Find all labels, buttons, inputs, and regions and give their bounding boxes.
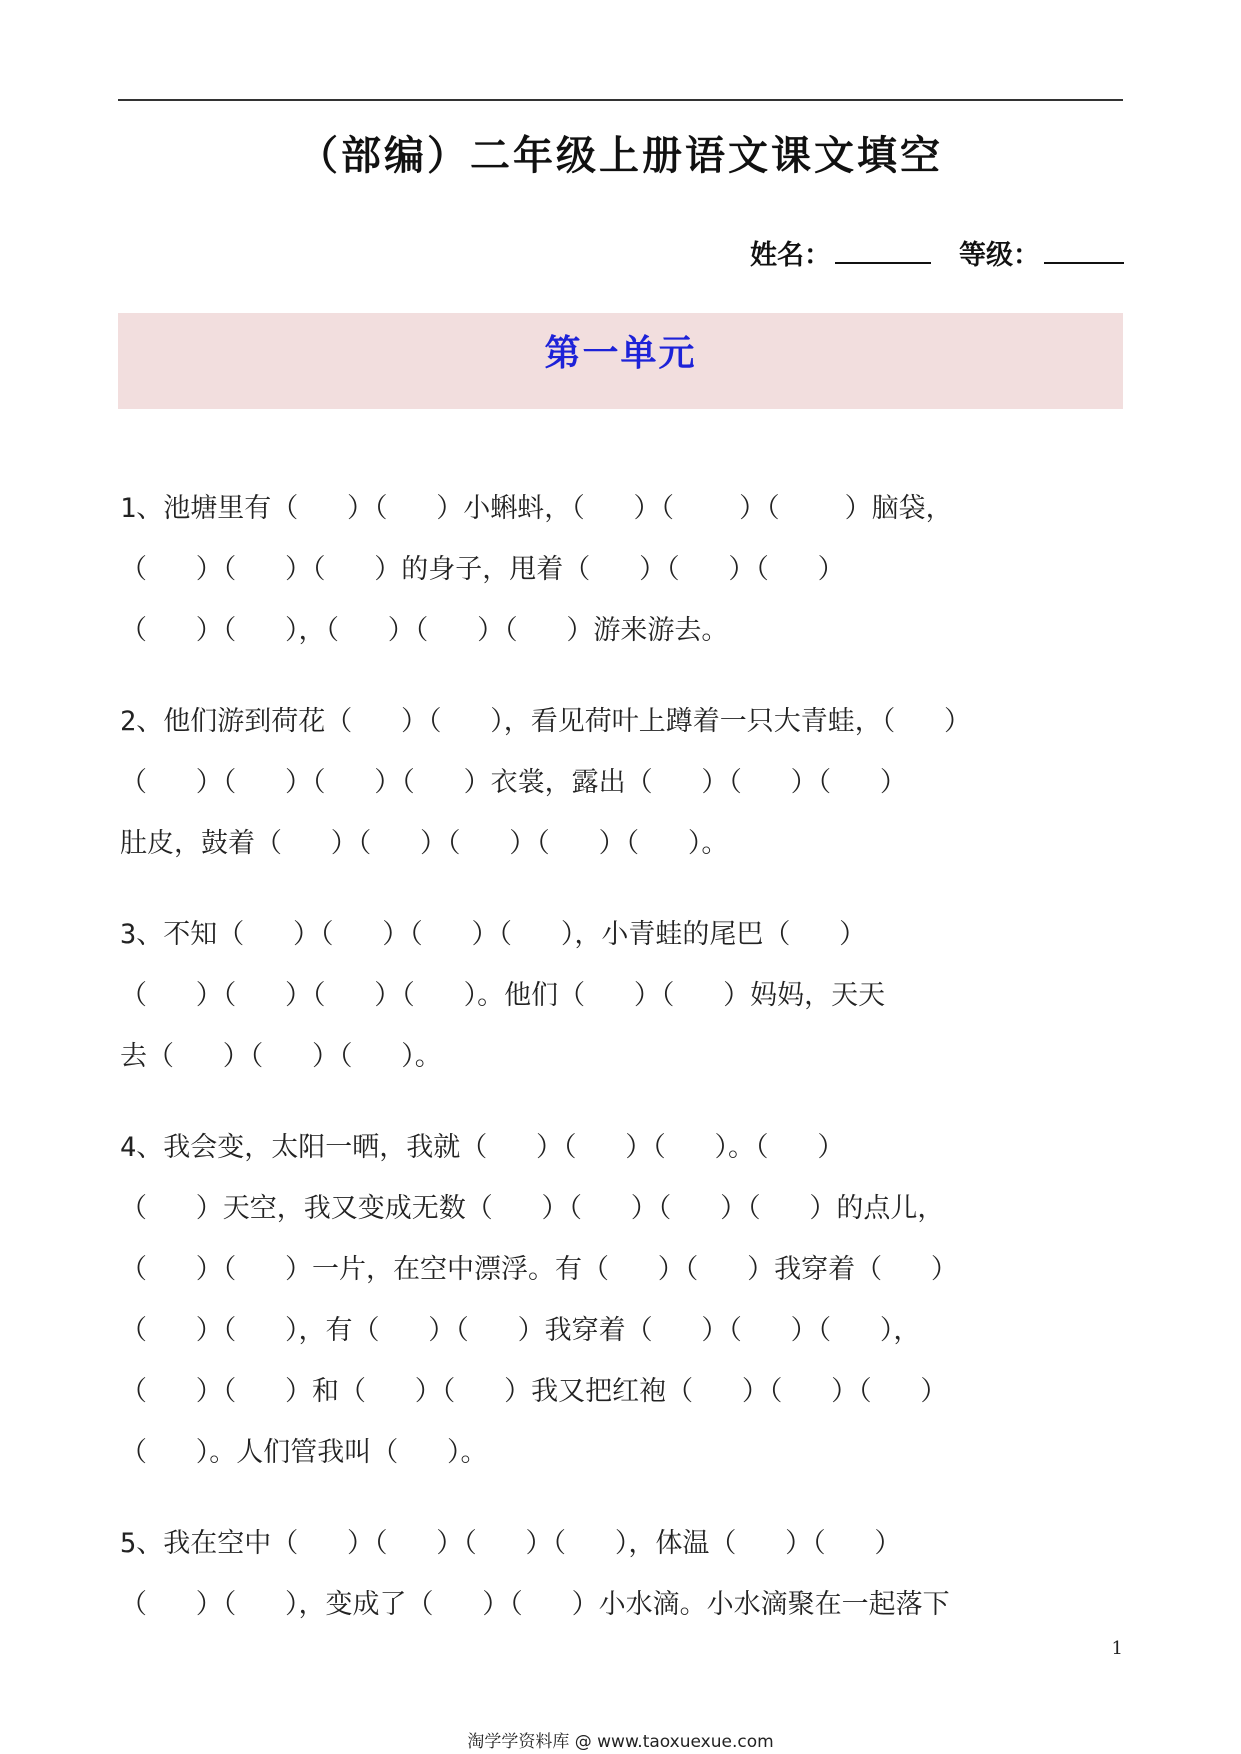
- exercise-paragraph: [120, 1519, 1130, 1641]
- name-blank[interactable]: [835, 236, 931, 264]
- exercise-line: 肚皮，鼓着（ ）（ ）（ ）（ ）（ ）。: [120, 828, 729, 859]
- exercise-line: （ ）（ ）（ ）（ ）衣裳，露出（ ）（ ）（ ）: [120, 767, 907, 798]
- grade-blank[interactable]: [1044, 236, 1124, 264]
- exercise-line: （ ）（ ）一片，在空中漂浮。有（ ）（ ）我穿着（ ）: [120, 1254, 958, 1285]
- exercise-line: （ ）（ ），变成了（ ）（ ）小水滴。小水滴聚在一起落下: [120, 1589, 950, 1620]
- exercise-body: [120, 484, 1130, 1671]
- exercise-paragraph: [120, 697, 1130, 880]
- exercise-paragraph: [120, 910, 1130, 1093]
- unit-banner: [118, 313, 1123, 409]
- exercise-line: （ ）。人们管我叫（ ）。: [120, 1437, 488, 1468]
- top-rule: [118, 99, 1123, 101]
- exercise-line: （ ）（ ）（ ）的身子，甩着（ ）（ ）（ ）: [120, 554, 845, 585]
- exercise-line: （ ）（ ）和（ ）（ ）我又把红袍（ ）（ ）（ ）: [120, 1376, 948, 1407]
- exercise-line: （ ）天空，我又变成无数（ ）（ ）（ ）（ ）的点儿，: [120, 1193, 945, 1224]
- unit-title: 第一单元: [544, 332, 697, 374]
- grade-label: 等级：: [959, 240, 1040, 271]
- page-number: 1: [1111, 1638, 1123, 1659]
- exercise-line: （ ）（ ），（ ）（ ）（ ）游来游去。: [120, 615, 729, 646]
- exercise-paragraph: [120, 1123, 1130, 1489]
- exercise-line: 5、我在空中（ ）（ ）（ ）（ ），体温（ ）（ ）: [120, 1528, 902, 1559]
- exercise-line: 2、他们游到荷花（ ）（ ），看见荷叶上蹲着一只大青蛙，（ ）: [120, 706, 972, 737]
- footer-watermark: 淘学学资料库 @ www.taoxuexue.com: [467, 1732, 774, 1752]
- exercise-line: （ ）（ ），有（ ）（ ）我穿着（ ）（ ）（ ），: [120, 1315, 921, 1346]
- page-title: （部编）二年级上册语文课文填空: [298, 132, 943, 179]
- student-info: [750, 233, 1124, 272]
- exercise-line: 3、不知（ ）（ ）（ ）（ ），小青蛙的尾巴（ ）: [120, 919, 867, 950]
- exercise-line: （ ）（ ）（ ）（ ）。他们（ ）（ ）妈妈，天天: [120, 980, 886, 1011]
- exercise-line: 4、我会变，太阳一晒，我就（ ）（ ）（ ）。（ ）: [120, 1132, 845, 1163]
- exercise-line: 去（ ）（ ）（ ）。: [120, 1041, 442, 1072]
- exercise-paragraph: [120, 484, 1130, 667]
- exercise-line: 1、池塘里有（ ）（ ）小蝌蚪，（ ）（ ）（ ）脑袋，: [120, 493, 953, 524]
- name-label: 姓名：: [750, 240, 831, 271]
